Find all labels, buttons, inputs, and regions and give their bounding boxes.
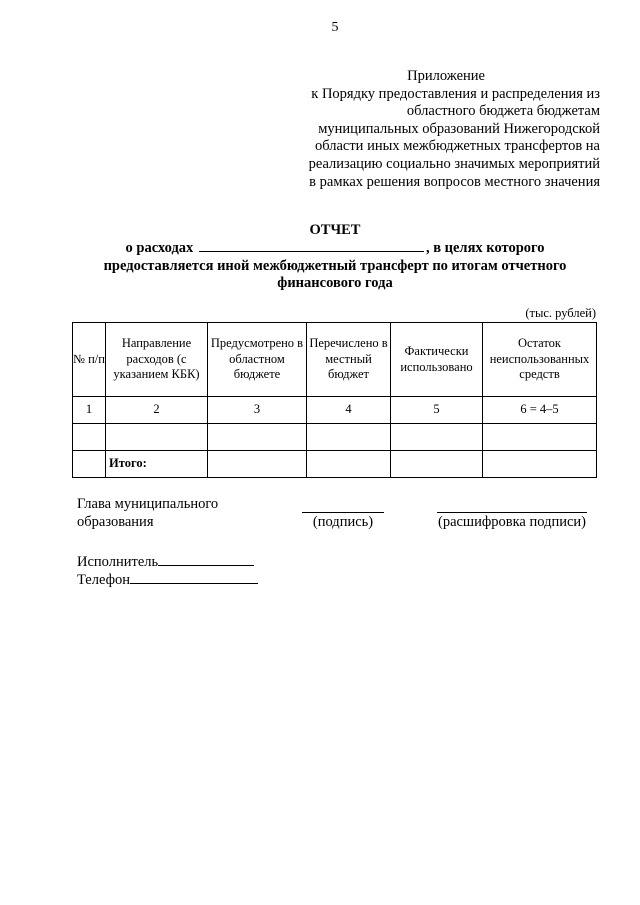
position-line: Глава муниципального (77, 496, 219, 512)
appendix-line: областного бюджета бюджетам (406, 103, 600, 120)
page-number: 5 (331, 20, 339, 35)
signatory-position (77, 495, 218, 531)
header-cell-direction: Направление расходов (с указанием КБК) (106, 323, 208, 397)
units-note: (тыс. рублей) (525, 306, 596, 320)
phone-row (77, 571, 258, 589)
header-cell-planned: Предусмотрено в областном бюджете (208, 323, 307, 397)
total-cell[interactable] (391, 451, 483, 478)
empty-cell[interactable] (208, 424, 307, 451)
column-number-cell: 1 (73, 397, 106, 424)
table-row (73, 424, 597, 451)
empty-cell[interactable] (106, 424, 208, 451)
signature-caption: (подпись) (312, 514, 374, 530)
executor-row (77, 553, 258, 571)
appendix-line: к Порядку предоставления и распределения из (311, 85, 600, 102)
header-cell-number: № п/п (73, 323, 106, 397)
report-subtitle-line2: предоставляется иной межбюджетный трансферт по итогам отчетного (103, 257, 567, 274)
executor-blank-field[interactable] (158, 553, 254, 566)
decoding-blank-field[interactable] (437, 495, 587, 513)
signature-decoding-block (432, 495, 592, 531)
column-number-cell: 5 (391, 397, 483, 424)
report-subtitle-prefix: о расходах (125, 240, 194, 257)
appendix-line: в рамках решения вопросов местного значения (309, 173, 600, 190)
empty-cell[interactable] (307, 424, 391, 451)
column-number-cell: 4 (307, 397, 391, 424)
total-label: Итого: (106, 451, 208, 478)
appendix-header (270, 68, 600, 191)
report-title-block (40, 222, 630, 292)
position-line: образования (77, 514, 154, 530)
column-number-cell: 3 (208, 397, 307, 424)
column-number-row (73, 397, 597, 424)
decoding-caption: (расшифровка подписи) (437, 514, 587, 530)
empty-cell[interactable] (391, 424, 483, 451)
signature-block (302, 495, 384, 531)
header-cell-remainder: Остаток неиспользованных средств (483, 323, 597, 397)
column-number-cell: 6 = 4–5 (483, 397, 597, 424)
total-row (73, 451, 597, 478)
table-header-row (73, 323, 597, 397)
report-subtitle-line1 (40, 239, 630, 257)
executor-label: Исполнитель (77, 554, 159, 570)
purpose-blank-field[interactable] (199, 239, 424, 252)
header-cell-used: Фактически использовано (391, 323, 483, 397)
appendix-line: муниципальных образований Нижегородской (318, 120, 600, 137)
appendix-title: Приложение (407, 68, 485, 84)
appendix-line: области иных межбюджетных трансфертов на (314, 138, 600, 155)
empty-cell[interactable] (73, 451, 106, 478)
phone-blank-field[interactable] (130, 571, 258, 584)
phone-label: Телефон (77, 572, 130, 588)
total-cell[interactable] (307, 451, 391, 478)
appendix-line: реализацию социально значимых мероприятий (308, 155, 600, 172)
total-cell[interactable] (483, 451, 597, 478)
total-cell[interactable] (208, 451, 307, 478)
column-number-cell: 2 (106, 397, 208, 424)
report-subtitle-line3: финансового года (277, 274, 393, 291)
executor-block (77, 553, 258, 589)
signature-blank-field[interactable] (302, 495, 384, 513)
empty-cell[interactable] (483, 424, 597, 451)
report-heading: ОТЧЕТ (309, 222, 361, 238)
report-table (72, 322, 597, 478)
empty-cell[interactable] (73, 424, 106, 451)
header-cell-transferred: Перечислено в местный бюджет (307, 323, 391, 397)
report-subtitle-suffix: , в целях которого (425, 240, 545, 257)
